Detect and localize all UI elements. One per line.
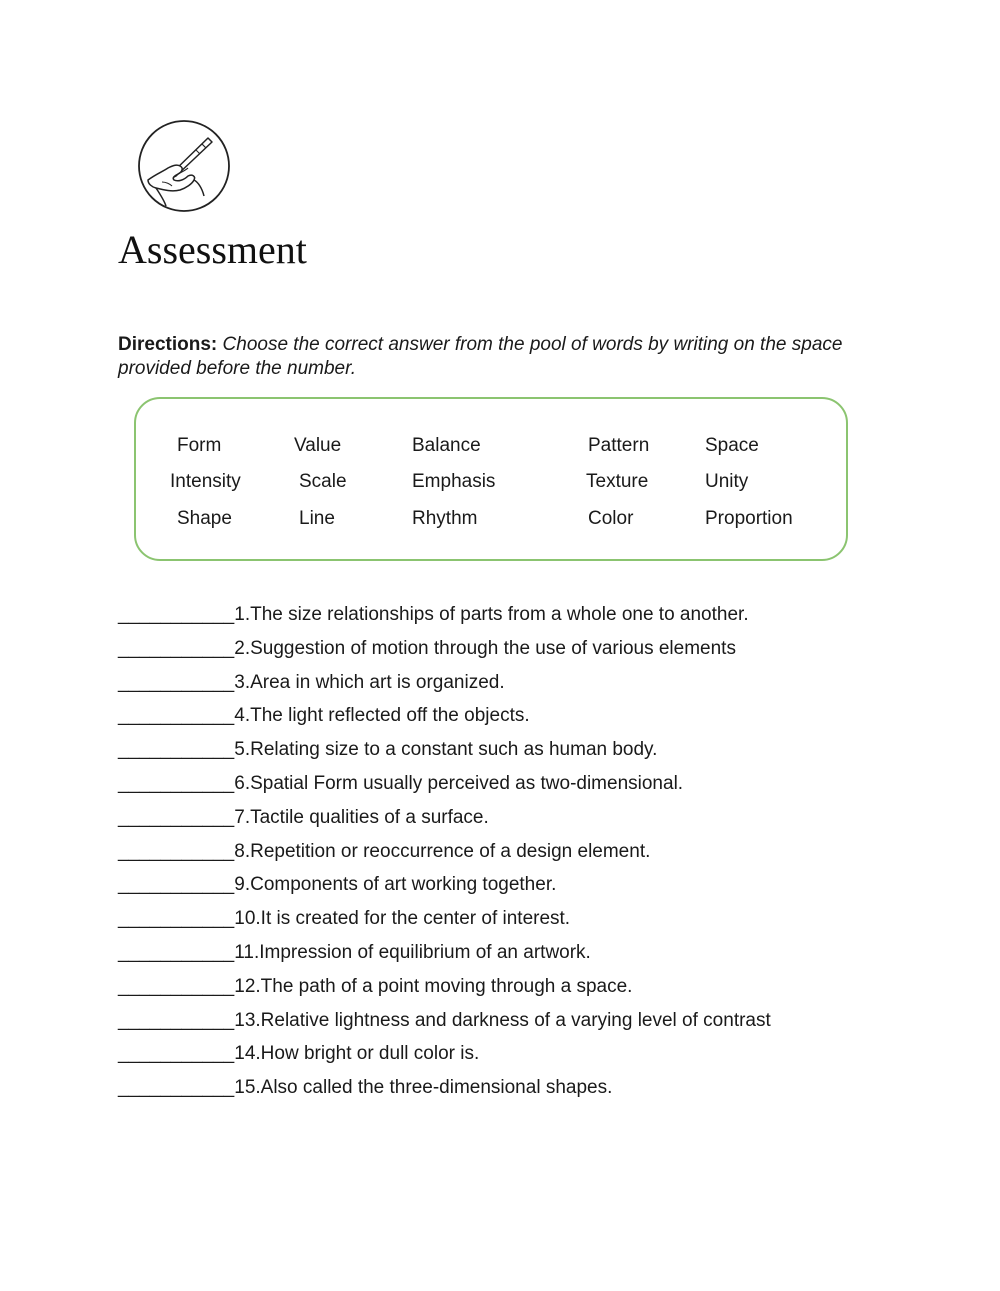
answer-blank[interactable]: ___________ xyxy=(118,772,235,794)
directions xyxy=(118,333,888,381)
directions-label: Directions: xyxy=(118,334,218,355)
answer-blank[interactable]: ___________ xyxy=(118,705,235,727)
word-pool-item: Rhythm xyxy=(412,508,478,529)
word-pool-item: Texture xyxy=(586,471,649,492)
question-text: 14.How bright or dull color is. xyxy=(234,1043,480,1065)
question-text: 2.Suggestion of motion through the use of various elements xyxy=(234,637,736,659)
question-text: 8.Repetition or reoccurrence of a design element. xyxy=(234,840,651,862)
word-pool-item: Scale xyxy=(299,471,347,492)
question-item xyxy=(118,704,898,738)
answer-blank[interactable]: ___________ xyxy=(118,806,235,828)
question-item xyxy=(118,873,898,907)
answer-blank[interactable]: ___________ xyxy=(118,671,235,693)
question-text: 12.The path of a point moving through a space. xyxy=(234,975,633,997)
question-text: 4.The light reflected off the objects. xyxy=(234,705,530,727)
question-item xyxy=(118,1009,898,1043)
word-pool-item: Balance xyxy=(412,435,481,456)
answer-blank[interactable]: ___________ xyxy=(118,1009,235,1031)
answer-blank[interactable]: ___________ xyxy=(118,941,235,963)
question-item xyxy=(118,637,898,671)
question-text: 11.Impression of equilibrium of an artwork. xyxy=(234,941,591,963)
word-pool-item: Value xyxy=(294,435,342,456)
question-item xyxy=(118,806,898,840)
answer-blank[interactable]: ___________ xyxy=(118,874,235,896)
directions-text: Choose the correct answer from the pool of words by writing on the space provided before the number. xyxy=(118,334,843,379)
question-text: 1.The size relationships of parts from a whole one to another. xyxy=(234,604,749,625)
question-list xyxy=(118,603,898,1110)
question-item xyxy=(118,772,898,806)
word-pool-item: Emphasis xyxy=(412,471,496,492)
answer-blank[interactable]: ___________ xyxy=(118,604,235,625)
answer-blank[interactable]: ___________ xyxy=(118,975,235,997)
question-text: 10.It is created for the center of interest. xyxy=(234,908,571,930)
question-item xyxy=(118,941,898,975)
question-text: 5.Relating size to a constant such as human body. xyxy=(234,739,658,761)
question-item xyxy=(118,1076,898,1110)
question-text: 6.Spatial Form usually perceived as two-dimensional. xyxy=(234,772,684,794)
question-item xyxy=(118,907,898,941)
question-text: 3.Area in which art is organized. xyxy=(234,671,505,693)
question-item xyxy=(118,840,898,874)
word-pool-item: Intensity xyxy=(170,471,241,492)
word-pool-item: Pattern xyxy=(588,435,650,456)
question-item xyxy=(118,738,898,772)
answer-blank[interactable]: ___________ xyxy=(118,908,235,930)
hand-writing-pen-icon xyxy=(136,118,232,214)
word-pool-item: Form xyxy=(177,435,222,456)
question-text: 13.Relative lightness and darkness of a varying level of contrast xyxy=(234,1009,771,1031)
word-pool-item: Line xyxy=(299,508,335,529)
question-text: 7.Tactile qualities of a surface. xyxy=(234,806,489,828)
question-item xyxy=(118,671,898,705)
answer-blank[interactable]: ___________ xyxy=(118,739,235,761)
word-pool-item: Shape xyxy=(177,508,232,529)
word-pool-item: Space xyxy=(705,435,759,456)
page-title: Assessment xyxy=(118,227,307,272)
answer-blank[interactable]: ___________ xyxy=(118,1077,235,1099)
word-pool-box xyxy=(134,397,848,561)
answer-blank[interactable]: ___________ xyxy=(118,637,235,659)
answer-blank[interactable]: ___________ xyxy=(118,840,235,862)
word-pool-item: Unity xyxy=(705,471,749,492)
question-item xyxy=(118,603,898,637)
question-text: 9.Components of art working together. xyxy=(234,874,557,896)
answer-blank[interactable]: ___________ xyxy=(118,1043,235,1065)
question-item xyxy=(118,1042,898,1076)
question-text: 15.Also called the three-dimensional shapes. xyxy=(234,1077,613,1099)
word-pool-item: Proportion xyxy=(705,508,793,529)
question-item xyxy=(118,975,898,1009)
word-pool-item: Color xyxy=(588,508,634,529)
